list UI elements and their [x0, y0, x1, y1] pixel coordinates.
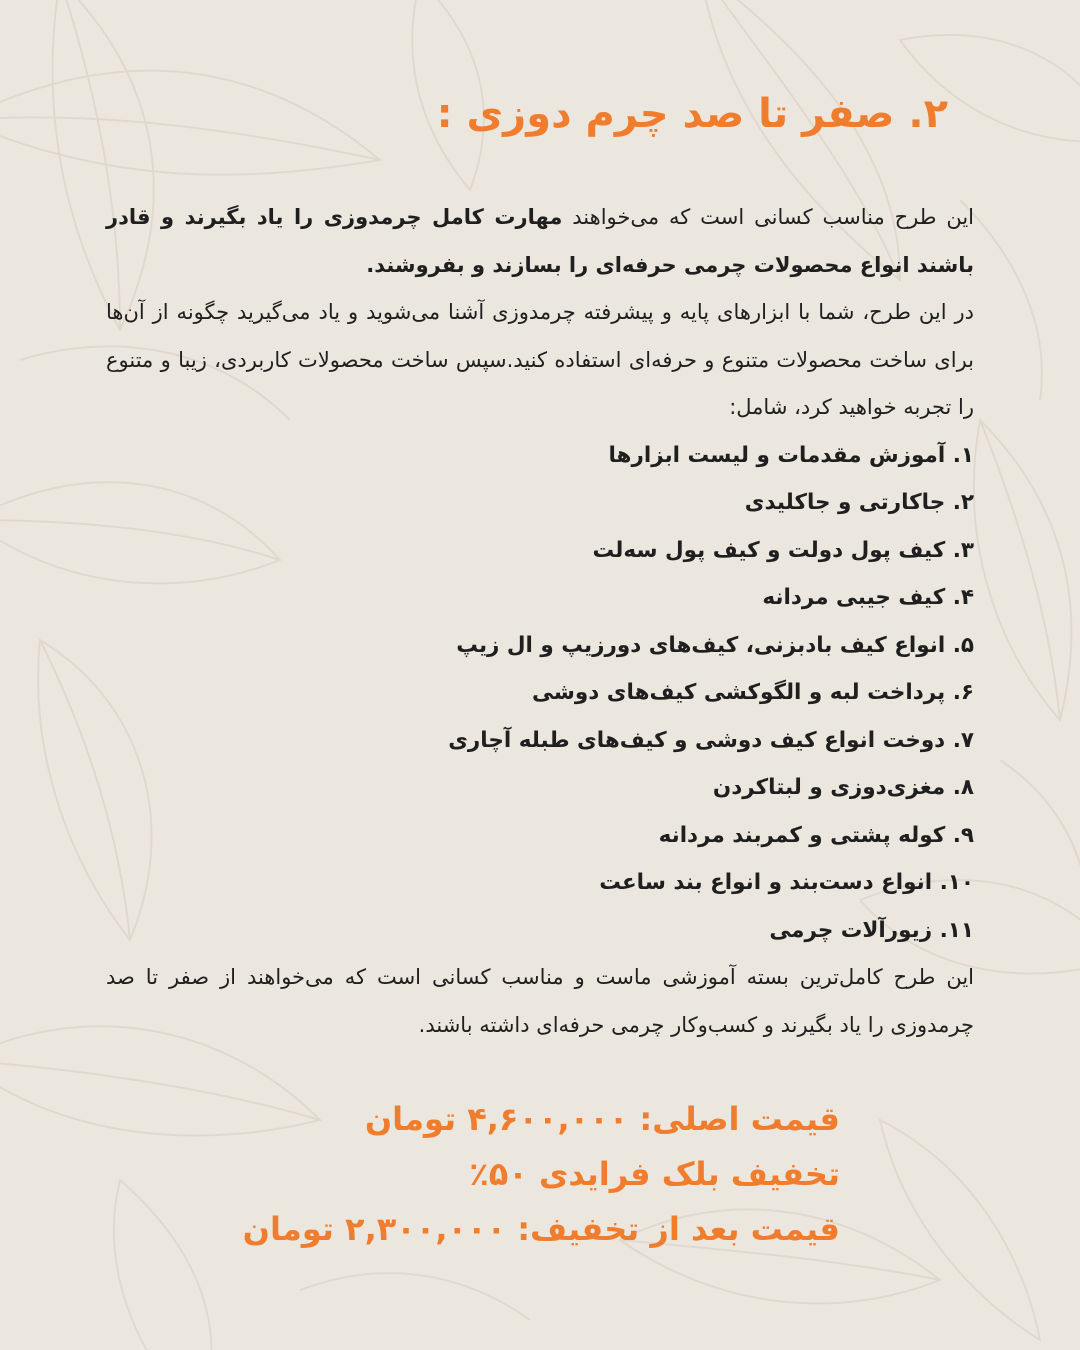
topic-item: ۱۰. انواع دست‌بند و انواع بند ساعت — [599, 870, 974, 895]
topic-item: ۵. انواع کیف بادبزنی، کیف‌های دورزیپ و ال زیپ — [456, 632, 974, 658]
topic-item: ۴. کیف جیبی مردانه — [762, 585, 974, 610]
page-title: ۲. صفر تا صد چرم دوزی : — [436, 91, 948, 137]
intro-paragraph — [106, 194, 974, 289]
price-block — [243, 1092, 840, 1257]
intro-end: . — [366, 252, 375, 277]
topic-item: ۱. آموزش مقدمات و لیست ابزارها — [608, 442, 974, 468]
topic-item: ۹. کوله پشتی و کمربند مردانه — [658, 822, 974, 848]
intro-text: این طرح مناسب کسانی است که می‌خواهند — [562, 205, 974, 229]
topic-item: ۳. کیف پول دولت و کیف پول سه‌لت — [592, 537, 974, 563]
topic-list — [106, 432, 974, 955]
topic-item: ۱۱. زیورآلات چرمی — [769, 917, 974, 943]
conclusion-paragraph: این طرح کامل‌ترین بسته آموزشی ماست و مناسب کسانی است که می‌خواهند از صفر تا صد چرمدوزی را یاد بگیرند و کسب‌وکار چرمی حرفه‌ای داشته باشند. — [106, 965, 974, 1037]
discount-label: تخفیف بلک فرایدی ۵۰٪ — [469, 1155, 840, 1193]
intro-highlight: مهارت کامل چرمدوزی را یاد بگیرند و قادر باشند انواع محصولات چرمی حرفه‌ای را بسازند و بفروشند — [106, 205, 974, 277]
topic-item: ۶. پرداخت لبه و الگوکشی کیف‌های دوشی — [532, 680, 974, 705]
final-price: قیمت بعد از تخفیف: ۲,۳۰۰,۰۰۰ تومان — [242, 1210, 840, 1248]
topic-item: ۷. دوخت انواع کیف دوشی و کیف‌های طبله آچاری — [448, 727, 974, 753]
topic-item: ۲. جاکارتی و جاکلیدی — [744, 490, 974, 515]
original-price: قیمت اصلی: ۴,۶۰۰,۰۰۰ تومان — [364, 1100, 840, 1138]
content-body — [106, 194, 974, 1049]
topic-item: ۸. مغزی‌دوزی و لبتاکردن — [712, 775, 974, 800]
description-paragraph: در این طرح، شما با ابزارهای پایه و پیشرفته چرمدوزی آشنا می‌شوید و یاد می‌گیرید چگونه از آن‌ها برای ساخت محصولات متنوع و حرفه‌ای استفاده کنید.سپس ساخت محصولات کاربردی، زیبا و متنوع را تجربه خواهید کرد، شامل: — [106, 300, 974, 419]
